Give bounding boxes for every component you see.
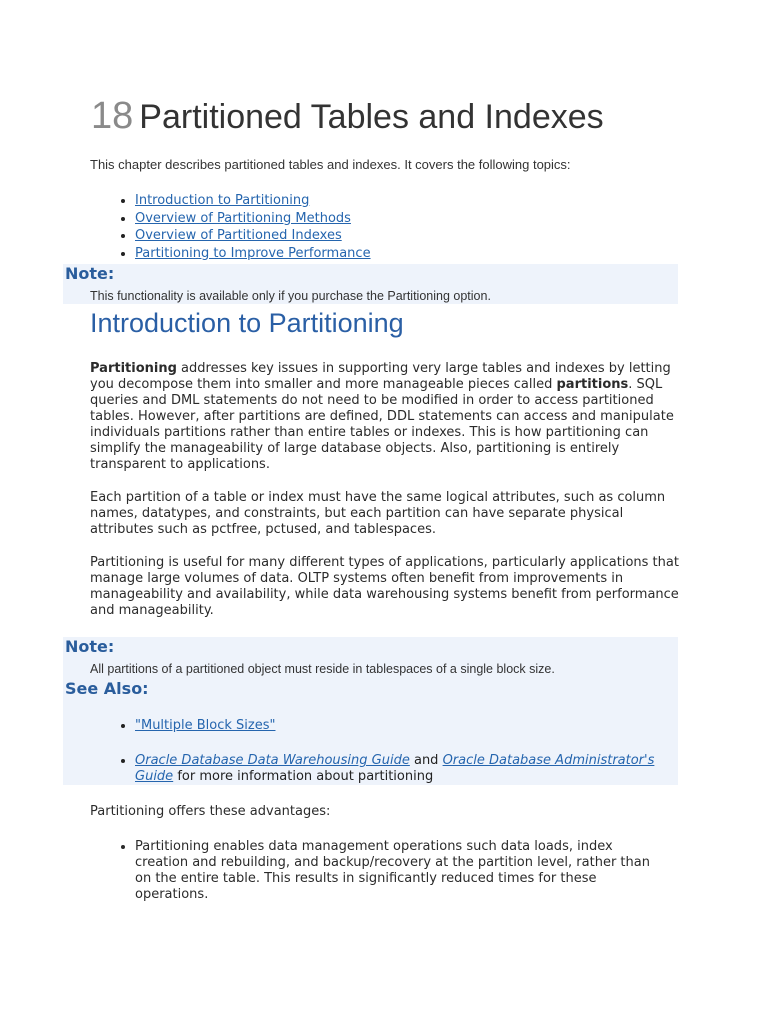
text-run: . SQL queries and DML statements do not need to be modified in order to access partitioned tables. However, after partitions are defined, DDL statements can access and manipulate individuals partitions rather than entire tables or indexes. This is how partitioning can simplify the manageability of large database objects. Also, partitioning is entirely transparent to applications.	[90, 377, 674, 472]
chapter-number: 18	[91, 95, 134, 137]
toc-link-indexes[interactable]: Overview of Partitioned Indexes	[135, 228, 342, 244]
paragraph-applications: Partitioning is useful for many different types of applications, particularly applications that manage large volumes of data. OLTP systems often benefit from improvements in manageability and availability, while data warehousing systems benefit from performance and manageability.	[90, 555, 679, 618]
list-item	[135, 210, 371, 228]
advantages-list	[90, 839, 655, 903]
toc-link-introduction[interactable]: Introduction to Partitioning	[135, 193, 310, 208]
section-title: Introduction to Partitioning	[90, 308, 404, 338]
see-also-label: See Also:	[65, 679, 149, 698]
note-label: Note:	[65, 264, 115, 283]
paragraph-partitioning-intro	[90, 361, 690, 473]
chapter-title	[91, 92, 604, 141]
term-partitions: partitions	[556, 377, 629, 392]
toc-link-performance[interactable]: Partitioning to Improve Performance	[135, 245, 371, 261]
term-partitioning: Partitioning	[90, 361, 177, 376]
note-box-partitioning-option	[63, 264, 678, 304]
link-data-warehousing-guide[interactable]: Oracle Database Data Warehousing Guide	[135, 753, 410, 768]
note-text: This functionality is available only if you purchase the Partitioning option.	[90, 289, 491, 303]
chapter-intro: This chapter describes partitioned tables and indexes. It covers the following topics:	[90, 157, 571, 172]
chapter-title-text: Partitioned Tables and Indexes	[139, 98, 604, 136]
list-item	[135, 227, 371, 245]
see-also-list	[90, 718, 680, 785]
list-item	[135, 718, 680, 734]
note-text: All partitions of a partitioned object must reside in tablespaces of a single block size.	[90, 662, 555, 676]
note-label: Note:	[65, 637, 115, 656]
list-item: • Partitioning enables data management operations such data loads, index creation and rebuilding, and backup/recovery at the partition level, rather than on the entire table. This results in significantly reduced times for these operations.	[135, 839, 655, 903]
text-run: addresses key issues in supporting very large tables and indexes by letting you decompose them into smaller and more manageable pieces called	[90, 361, 671, 392]
text-run: for more information about partitioning	[173, 769, 434, 784]
list-item	[135, 245, 371, 263]
list-item	[135, 192, 371, 210]
topics-list	[90, 192, 371, 262]
paragraph-logical-attributes: Each partition of a table or index must have the same logical attributes, such as column names, datatypes, and constraints, but each partition can have separate physical attributes such as pctfree, pctused, and tablespaces.	[90, 490, 666, 537]
text-run: and	[409, 753, 443, 768]
toc-link-methods[interactable]: Overview of Partitioning Methods	[135, 210, 351, 226]
advantages-intro: Partitioning offers these advantages:	[90, 804, 331, 819]
link-administrators-guide[interactable]: Oracle Database Administrator's Guide	[135, 753, 655, 784]
link-multiple-block-sizes[interactable]: "Multiple Block Sizes"	[135, 718, 276, 733]
list-item	[135, 753, 680, 785]
